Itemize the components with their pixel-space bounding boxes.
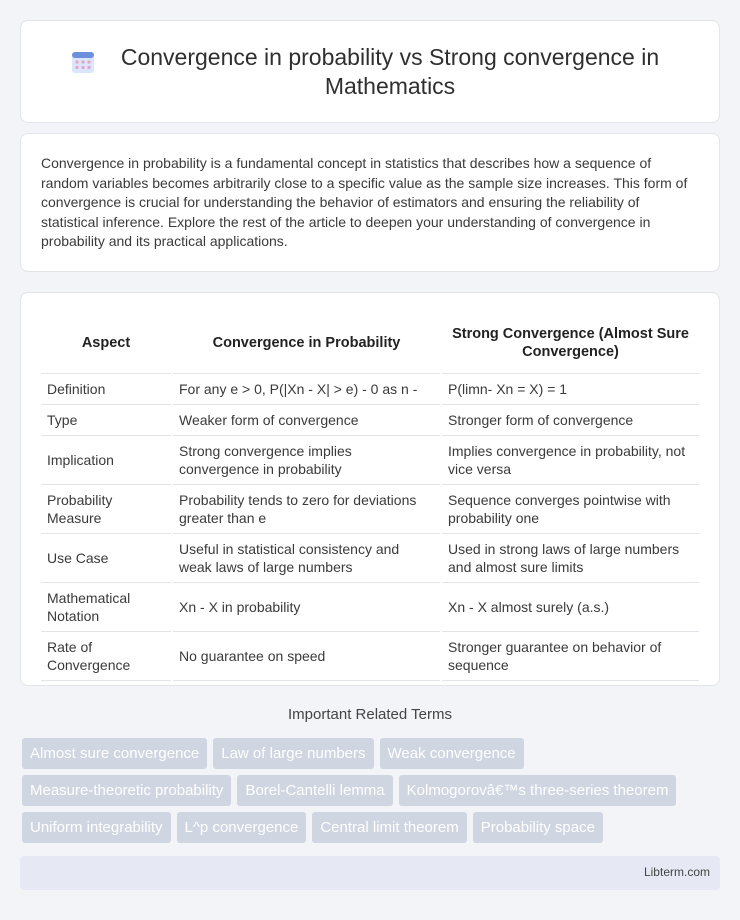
- table-row: [41, 582, 699, 631]
- related-term-tag[interactable]: Law of large numbers: [213, 738, 373, 769]
- related-term-tag[interactable]: Measure-theoretic probability: [22, 775, 231, 806]
- tag-row: [22, 812, 722, 843]
- title-card: [20, 20, 720, 123]
- comparison-table: [41, 313, 699, 681]
- column-header: Aspect: [41, 313, 172, 373]
- table-row: [41, 484, 699, 533]
- intro-paragraph: Convergence in probability is a fundamental concept in statistics that describes how a sequence of random variables becomes arbitrarily close to a specific value as the sample size increases. This form of convergence is crucial for understanding the behavior of estimators and ensuring the reliability of statistical inference. Explore the rest of the article to deepen your understanding of convergence in probability and its practical applications.: [41, 155, 688, 250]
- related-term-tag[interactable]: Central limit theorem: [312, 812, 466, 843]
- intro-card: [20, 133, 720, 272]
- table-cell: Stronger form of convergence: [441, 404, 699, 435]
- footer-site-link[interactable]: Libterm.com: [643, 865, 710, 879]
- table-cell: Strong convergence implies convergence in probability: [172, 435, 441, 484]
- table-row: [41, 373, 699, 404]
- table-cell: For any e > 0, P(|Xn - X| > e) - 0 as n -: [172, 373, 441, 404]
- table-row: [41, 631, 699, 680]
- table-cell: Weaker form of convergence: [172, 404, 441, 435]
- table-cell: Implies convergence in probability, not vice versa: [441, 435, 699, 484]
- related-terms-heading: Important Related Terms: [288, 706, 452, 723]
- tag-row: [22, 738, 722, 769]
- related-term-tag[interactable]: Weak convergence: [380, 738, 524, 769]
- related-term-tag[interactable]: Borel-Cantelli lemma: [237, 775, 392, 806]
- footer: [20, 856, 720, 890]
- table-header-row: [41, 313, 699, 373]
- table-cell: Use Case: [41, 533, 172, 582]
- table-row: [41, 435, 699, 484]
- table-cell: Xn - X in probability: [172, 582, 441, 631]
- table-row: [41, 533, 699, 582]
- table-cell: Definition: [41, 373, 172, 404]
- table-cell: Sequence converges pointwise with probability one: [441, 484, 699, 533]
- related-term-tag[interactable]: Kolmogorovâ€™s three-series theorem: [399, 775, 677, 806]
- table-cell: Type: [41, 404, 172, 435]
- table-cell: Implication: [41, 435, 172, 484]
- table-cell: Probability Measure: [41, 484, 172, 533]
- table-cell: Mathematical Notation: [41, 582, 172, 631]
- table-cell: Used in strong laws of large numbers and almost sure limits: [441, 533, 699, 582]
- comparison-card: [20, 292, 720, 686]
- column-header: Convergence in Probability: [172, 313, 441, 373]
- related-term-tag[interactable]: Probability space: [473, 812, 603, 843]
- related-term-tag[interactable]: Uniform integrability: [22, 812, 171, 843]
- column-header: Strong Convergence (Almost Sure Convergence): [441, 313, 699, 373]
- related-term-tag[interactable]: L^p convergence: [177, 812, 307, 843]
- table-row: [41, 404, 699, 435]
- table-cell: Xn - X almost surely (a.s.): [441, 582, 699, 631]
- table-cell: No guarantee on speed: [172, 631, 441, 680]
- table-cell: P(limn- Xn = X) = 1: [441, 373, 699, 404]
- related-term-tag[interactable]: Almost sure convergence: [22, 738, 207, 769]
- table-cell: Rate of Convergence: [41, 631, 172, 680]
- tag-row: [22, 775, 722, 806]
- table-cell: Useful in statistical consistency and weak laws of large numbers: [172, 533, 441, 582]
- related-terms-list: [22, 738, 722, 849]
- calendar-grid-icon: [70, 49, 96, 75]
- page-title: Convergence in probability vs Strong convergence in Mathematics: [120, 43, 660, 99]
- table-cell: Stronger guarantee on behavior of sequence: [441, 631, 699, 680]
- table-cell: Probability tends to zero for deviations greater than e: [172, 484, 441, 533]
